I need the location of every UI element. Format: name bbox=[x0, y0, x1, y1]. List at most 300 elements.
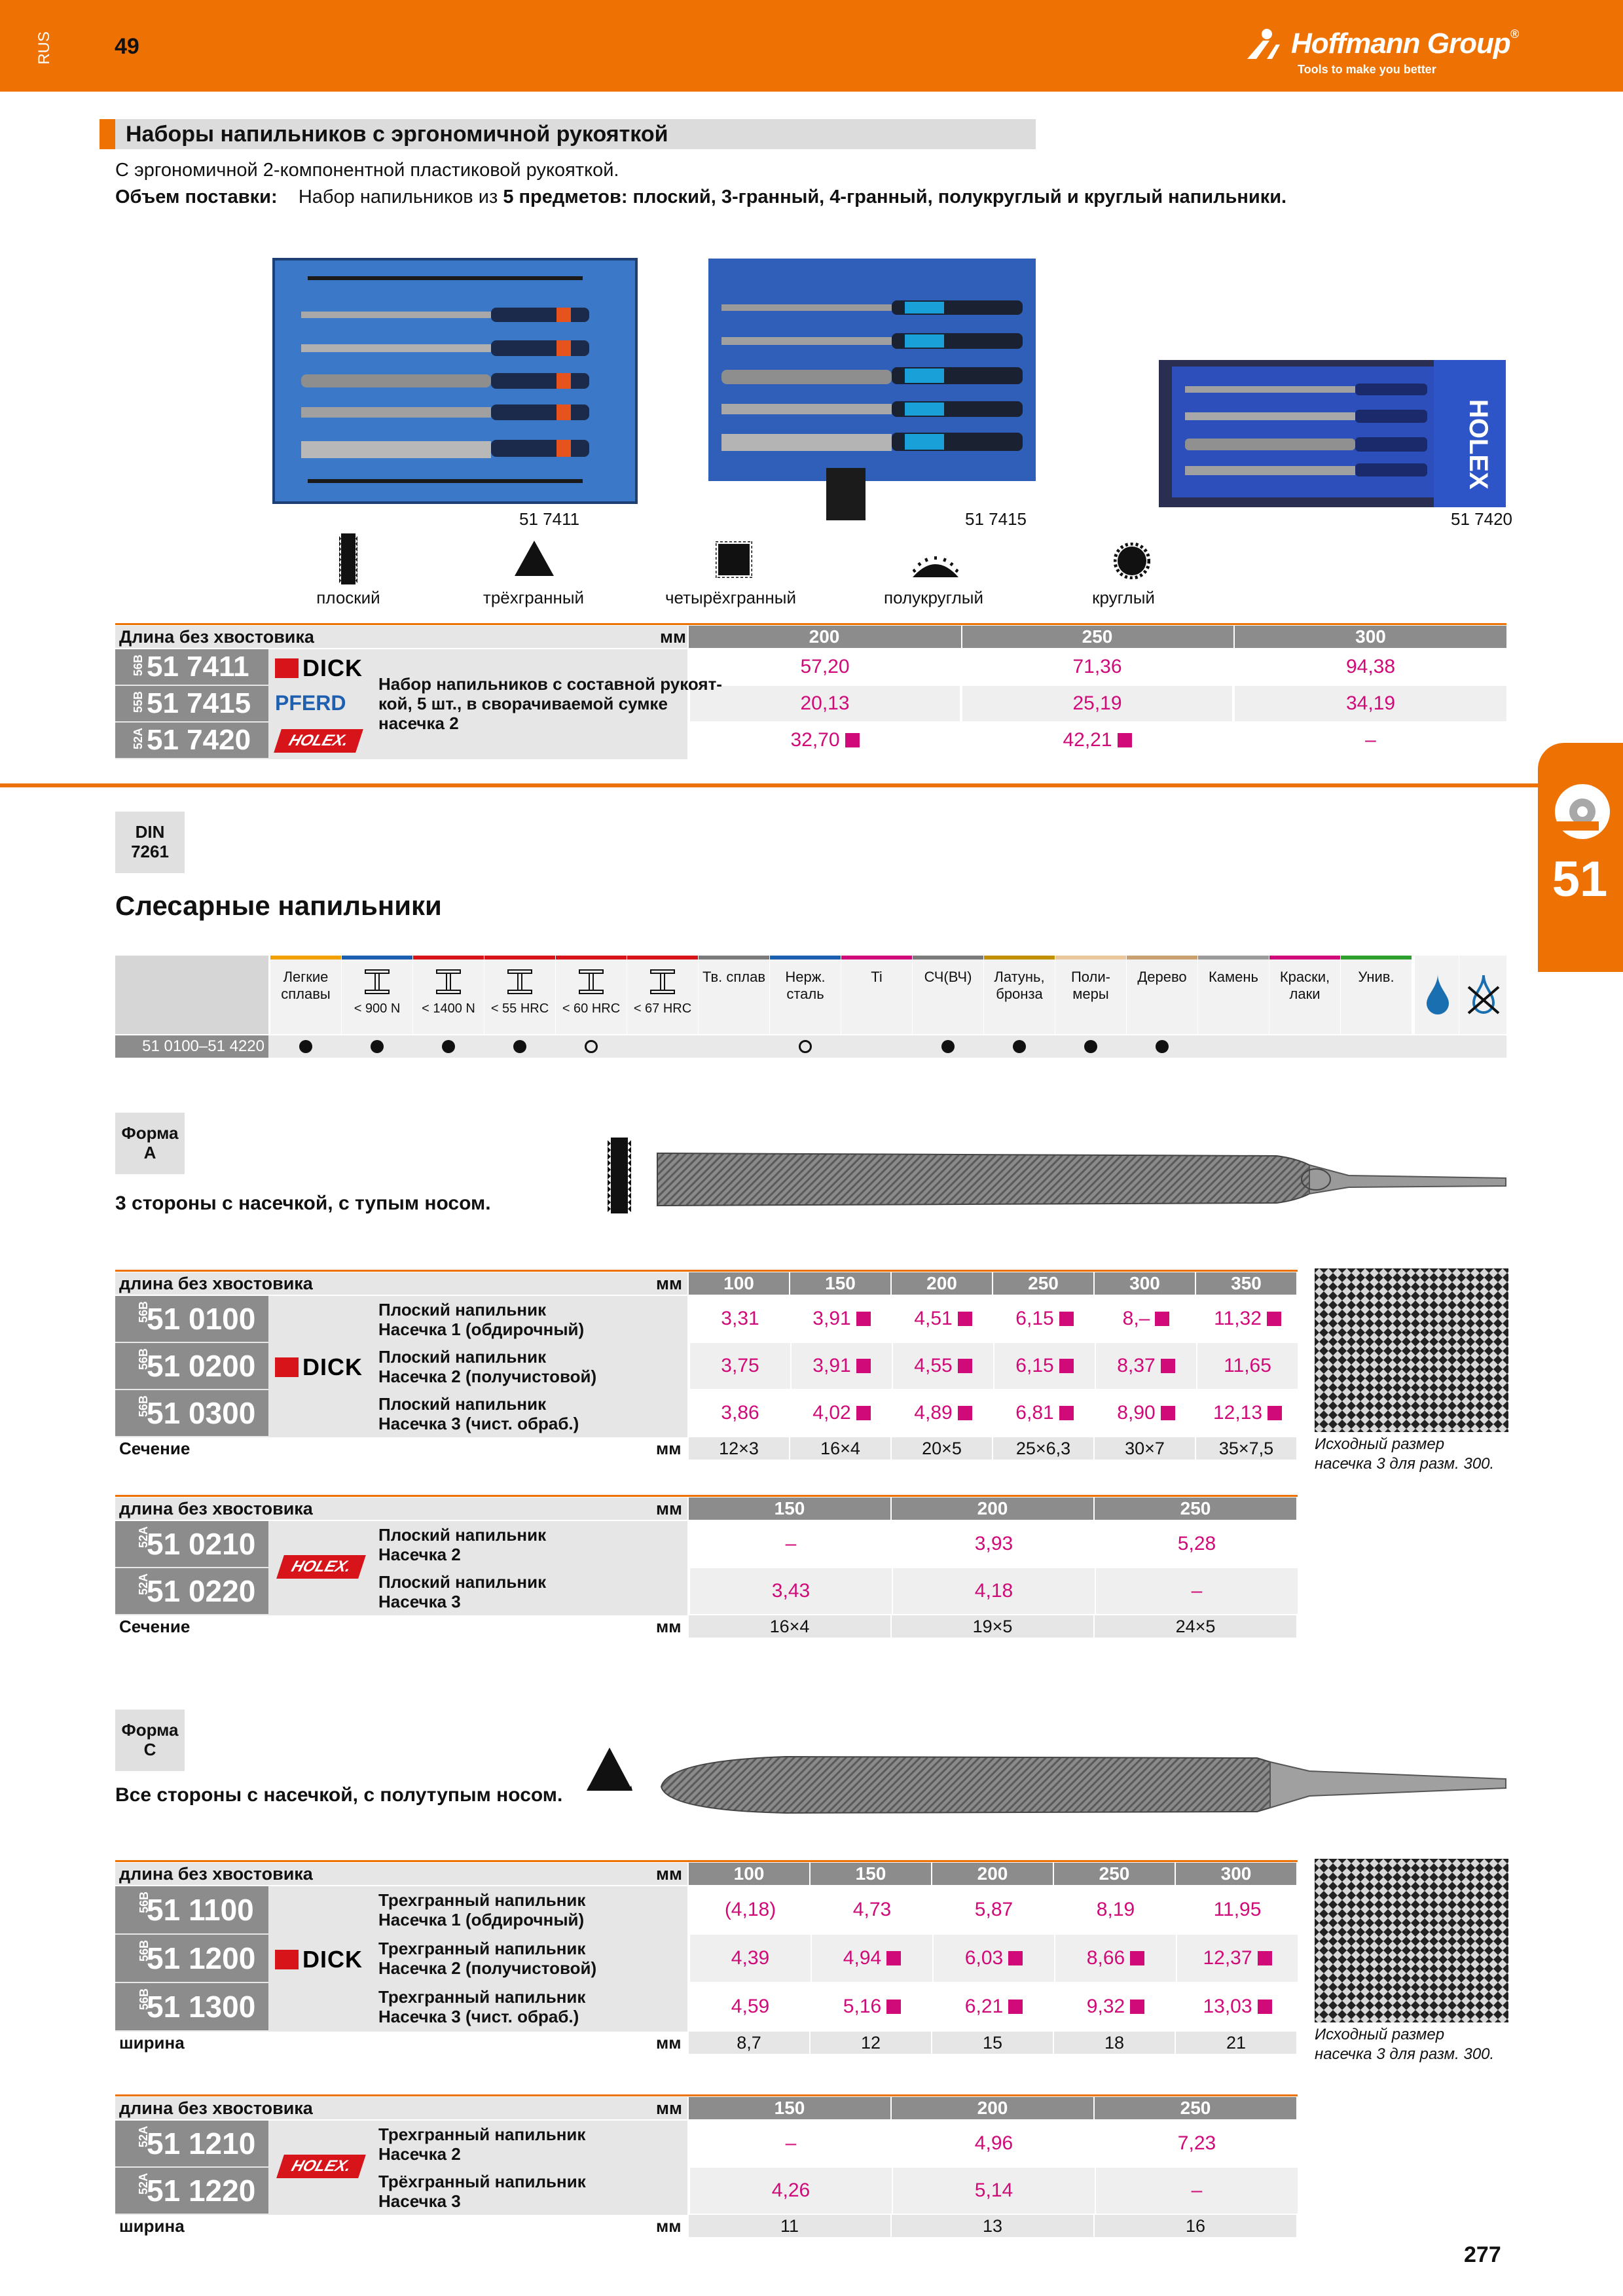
section-unit: мм bbox=[656, 2033, 682, 2053]
price-value: 12,37 bbox=[1203, 1947, 1252, 1969]
image-code-3: 51 7420 bbox=[1451, 509, 1512, 529]
file-cut: Насечка 1 (обдирочный) bbox=[378, 1319, 585, 1339]
price-value: 8,66 bbox=[1086, 1947, 1125, 1969]
article-code: 51 0100 bbox=[147, 1302, 256, 1336]
material-strength: < 900 N bbox=[354, 1001, 401, 1016]
file-name: Плоский напильник bbox=[378, 1525, 547, 1545]
form-a-badge: Форма A bbox=[115, 1113, 185, 1174]
profile-label-round: круглый bbox=[1092, 588, 1155, 607]
steel-beam-icon bbox=[505, 969, 534, 995]
price-cell bbox=[1054, 1983, 1176, 2030]
material-color-bar bbox=[913, 956, 983, 960]
section-divider bbox=[0, 783, 1538, 787]
set-table-size-header bbox=[689, 626, 1506, 648]
section-value: 16 bbox=[1095, 2215, 1296, 2237]
price-cell bbox=[811, 1935, 932, 1982]
materials-table bbox=[115, 956, 1506, 1059]
table-head-unit: мм bbox=[656, 1864, 682, 1884]
material-column bbox=[1269, 956, 1340, 1034]
section-value: 20×5 bbox=[892, 1437, 992, 1460]
steel-beam-icon bbox=[363, 969, 392, 995]
price-value: 11,65 bbox=[1224, 1355, 1271, 1376]
table-top-rule bbox=[115, 1860, 1298, 1862]
price-value: – bbox=[785, 1533, 797, 1554]
suitable-dot-icon bbox=[941, 1040, 955, 1053]
stock-marker-icon bbox=[1267, 1406, 1282, 1420]
price-value: 4,59 bbox=[731, 1996, 770, 2017]
logo-tagline: Tools to make you better bbox=[1298, 63, 1436, 76]
file-code bbox=[115, 1343, 268, 1389]
price-value: 4,73 bbox=[852, 1899, 892, 1920]
price-value: 4,89 bbox=[914, 1402, 953, 1424]
price-cell bbox=[961, 649, 1232, 685]
round-profile-icon bbox=[1114, 543, 1150, 579]
price-value: 32,70 bbox=[790, 729, 840, 751]
stock-marker-icon bbox=[856, 1406, 871, 1420]
size-header-cell: 200 bbox=[892, 2097, 1093, 2119]
file-set-image-pferd bbox=[708, 259, 1059, 520]
section-value: 16×4 bbox=[790, 1437, 890, 1460]
material-color-bar bbox=[413, 956, 484, 960]
price-value: 8,– bbox=[1122, 1308, 1150, 1329]
brand-holex-logo: HOLEX. bbox=[276, 2155, 366, 2178]
price-cell bbox=[932, 1886, 1054, 1933]
file-code bbox=[115, 1935, 268, 1982]
file-name: Трехгранный напильник bbox=[378, 1890, 586, 1910]
price-value: 6,15 bbox=[1015, 1355, 1054, 1376]
dry-cell bbox=[1459, 956, 1506, 1034]
price-cell bbox=[790, 1390, 892, 1436]
price-value: 71,36 bbox=[1072, 656, 1122, 677]
price-value: 4,18 bbox=[974, 1580, 1013, 1602]
article-code: 51 0220 bbox=[147, 1574, 256, 1608]
flat-profile-icon bbox=[339, 533, 357, 584]
stock-marker-icon bbox=[1059, 1406, 1074, 1420]
material-label: Тв. сплав bbox=[702, 969, 766, 985]
suitable-dot-icon bbox=[1156, 1040, 1169, 1053]
price-cell bbox=[892, 2168, 1095, 2214]
brand-pferd-logo: PFERD bbox=[275, 691, 346, 715]
table-head-unit: мм bbox=[656, 1499, 682, 1518]
price-cell bbox=[932, 1983, 1054, 2030]
file-description bbox=[378, 1987, 585, 2026]
price-value: 34,19 bbox=[1345, 692, 1396, 714]
material-label: Легкие сплавы bbox=[281, 969, 331, 1002]
size-200: 200 bbox=[809, 626, 840, 647]
file-code bbox=[115, 2168, 268, 2214]
file-name: Плоский напильник bbox=[378, 1300, 547, 1319]
suitable-dot-icon bbox=[442, 1040, 455, 1053]
size-header-cell: 300 bbox=[1095, 1272, 1195, 1295]
material-label: Латунь, бронза bbox=[994, 969, 1045, 1002]
article-code: 51 1200 bbox=[147, 1941, 256, 1975]
material-color-bar bbox=[270, 956, 341, 960]
file-name: Трехгранный напильник bbox=[378, 2125, 586, 2144]
price-cell bbox=[1095, 2121, 1298, 2166]
half-round-profile-icon bbox=[913, 555, 958, 577]
size-header-cell: 350 bbox=[1196, 1272, 1296, 1295]
no-coolant-icon bbox=[1467, 974, 1500, 1014]
file-description bbox=[378, 2172, 586, 2211]
price-value: 11,32 bbox=[1214, 1308, 1262, 1329]
material-color-bar bbox=[841, 956, 912, 960]
price-cell bbox=[689, 1568, 892, 1614]
supplier-code: 52A bbox=[137, 2173, 150, 2195]
supplier-code: 56B bbox=[137, 1395, 150, 1418]
price-value: 4,26 bbox=[771, 2179, 811, 2201]
file-code bbox=[115, 1983, 268, 2030]
image-code-1: 51 7411 bbox=[519, 509, 580, 529]
price-cell bbox=[1095, 1521, 1298, 1567]
price-value: 5,14 bbox=[974, 2179, 1013, 2201]
price-value: 57,20 bbox=[800, 656, 850, 677]
section-label: ширина bbox=[119, 2033, 185, 2053]
materials-range: 51 0100–51 4220 bbox=[115, 1035, 268, 1058]
price-cell bbox=[892, 1390, 993, 1436]
section-value: 30×7 bbox=[1095, 1437, 1195, 1460]
file-code bbox=[115, 1390, 268, 1436]
price-value: – bbox=[1365, 729, 1376, 751]
file-name: Плоский напильник bbox=[378, 1394, 547, 1414]
set-table-description: Набор напильников с составной рукоят- кой, 5 шт., в сворачиваемой сумке насечка 2 bbox=[378, 674, 722, 733]
section-value: 18 bbox=[1054, 2032, 1175, 2054]
section-label: ширина bbox=[119, 2216, 185, 2236]
form-c-description: Все стороны с насечкой, с полутупым носом. bbox=[115, 1784, 563, 1806]
file-description bbox=[378, 1394, 579, 1433]
supplier-code: 56B bbox=[137, 1348, 150, 1371]
article-code: 51 7420 bbox=[147, 724, 251, 756]
file-cut: Насечка 3 (чист. обраб.) bbox=[378, 1414, 579, 1433]
section-value: 8,7 bbox=[689, 2032, 809, 2054]
material-column bbox=[555, 956, 627, 1034]
article-code: 51 7415 bbox=[147, 687, 251, 719]
material-column bbox=[484, 956, 555, 1034]
size-header-cell: 250 bbox=[1054, 1863, 1175, 1885]
price-value: 3,91 bbox=[812, 1355, 851, 1376]
price-value: 3,91 bbox=[812, 1308, 851, 1329]
brand-holex-logo: HOLEX. bbox=[274, 729, 363, 753]
material-label: Унив. bbox=[1358, 969, 1395, 985]
file-cut: Насечка 3 (чист. обраб.) bbox=[378, 2007, 579, 2026]
price-value: 3,31 bbox=[721, 1308, 759, 1329]
price-cell bbox=[689, 1983, 811, 2030]
price-value: 4,02 bbox=[812, 1402, 851, 1424]
material-column bbox=[841, 956, 912, 1034]
stock-marker-icon bbox=[1059, 1312, 1074, 1326]
price-value: 3,86 bbox=[721, 1402, 759, 1424]
table-head-label: длина без хвостовика bbox=[119, 1864, 313, 1884]
price-value: 4,55 bbox=[914, 1355, 953, 1376]
file-cut: Насечка 3 bbox=[378, 1592, 461, 1611]
size-header-cell: 100 bbox=[689, 1863, 809, 1885]
profile-label-square: четырёхгранный bbox=[665, 588, 796, 607]
supplier-code: 52A bbox=[137, 2126, 150, 2148]
file-description bbox=[378, 1300, 584, 1339]
size-header-cell: 300 bbox=[1176, 1863, 1296, 1885]
set-table-top-rule bbox=[115, 623, 1506, 625]
material-label: Поли- меры bbox=[1070, 969, 1111, 1002]
section-value: 11 bbox=[689, 2215, 890, 2237]
article-code: 51 0210 bbox=[147, 1527, 256, 1561]
language-code: RUS bbox=[35, 31, 53, 65]
material-strength: < 1400 N bbox=[422, 1001, 475, 1016]
price-cell bbox=[1054, 1935, 1176, 1982]
table-head-label: длина без хвостовика bbox=[119, 1499, 313, 1518]
table-head-unit: мм bbox=[656, 2098, 682, 2118]
price-cell bbox=[689, 1296, 790, 1342]
price-cell bbox=[892, 1521, 1095, 1567]
price-cell bbox=[689, 686, 960, 721]
supplier-code: 52A bbox=[137, 1526, 150, 1549]
price-cell bbox=[1095, 1568, 1298, 1614]
profile-label-triangle: трёхгранный bbox=[483, 588, 585, 607]
file-cut: Насечка 2 (получистовой) bbox=[378, 1958, 597, 1978]
section-value: 12×3 bbox=[689, 1437, 789, 1460]
stock-marker-icon bbox=[958, 1312, 972, 1326]
cut-texture-c-image bbox=[1315, 1859, 1508, 2022]
section-unit: мм bbox=[656, 1439, 682, 1458]
coolant-cell bbox=[1414, 956, 1459, 1034]
stock-marker-icon bbox=[1130, 1951, 1144, 1965]
price-value: 5,28 bbox=[1177, 1533, 1216, 1554]
suitable-dot-icon bbox=[1084, 1040, 1097, 1053]
page-number: 277 bbox=[1464, 2242, 1501, 2267]
price-cell bbox=[1176, 1983, 1298, 2030]
brand-holex-logo: HOLEX. bbox=[276, 1555, 366, 1579]
price-value: – bbox=[785, 2132, 797, 2154]
price-cell bbox=[1233, 649, 1506, 685]
svg-text:HOLEX: HOLEX bbox=[1464, 399, 1493, 490]
file-description bbox=[378, 1525, 546, 1564]
price-cell bbox=[1196, 1296, 1298, 1342]
price-cell bbox=[689, 1935, 811, 1982]
material-color-bar bbox=[342, 956, 412, 960]
triangle-profile-icon bbox=[515, 541, 554, 576]
set-code bbox=[115, 649, 268, 685]
set-table-head-unit: мм bbox=[660, 627, 686, 647]
material-strength: < 67 HRC bbox=[633, 1001, 692, 1016]
file-cut: Насечка 1 (обдирочный) bbox=[378, 1910, 585, 1929]
material-strength: < 60 HRC bbox=[562, 1001, 621, 1016]
file-code bbox=[115, 1521, 268, 1567]
article-code: 51 0300 bbox=[147, 1396, 256, 1430]
price-cell bbox=[689, 2168, 892, 2214]
logo-name: Hoffmann Group® bbox=[1291, 27, 1518, 60]
size-header-cell: 100 bbox=[689, 1272, 789, 1295]
coolant-drop-icon bbox=[1427, 974, 1449, 1014]
size-header-cell: 200 bbox=[892, 1272, 992, 1295]
price-cell bbox=[689, 649, 960, 685]
stock-marker-icon bbox=[1258, 1951, 1272, 1965]
material-color-bar bbox=[1341, 956, 1412, 960]
material-column bbox=[698, 956, 769, 1034]
suitable-dot-icon bbox=[299, 1040, 312, 1053]
section-unit: мм bbox=[656, 1617, 682, 1636]
table-top-rule bbox=[115, 1270, 1298, 1272]
section-value: 12 bbox=[811, 2032, 931, 2054]
price-value: 11,95 bbox=[1213, 1899, 1262, 1920]
stock-marker-icon bbox=[886, 1951, 901, 1965]
file-description bbox=[378, 1347, 596, 1386]
material-column bbox=[983, 956, 1055, 1034]
stock-marker-icon bbox=[1118, 733, 1132, 747]
section-value: 15 bbox=[932, 2032, 1053, 2054]
price-cell bbox=[1196, 1390, 1298, 1436]
material-color-bar bbox=[1269, 956, 1340, 960]
materials-corner bbox=[115, 956, 268, 1034]
size-header-cell: 150 bbox=[689, 1498, 890, 1520]
price-value: 4,96 bbox=[974, 2132, 1013, 2154]
file-code bbox=[115, 1568, 268, 1614]
section-value: 35×7,5 bbox=[1196, 1437, 1296, 1460]
triangular-file-profile-icon bbox=[587, 1748, 632, 1791]
price-value: (4,18) bbox=[724, 1899, 776, 1920]
section-value: 16×4 bbox=[689, 1615, 890, 1638]
stock-marker-icon bbox=[856, 1312, 871, 1326]
price-value: 5,87 bbox=[974, 1899, 1013, 1920]
steel-beam-icon bbox=[648, 969, 677, 995]
sets-scope: Объем поставки: Набор напильников из 5 предметов: плоский, 3-гранный, 4-гранный, полукруглый и круглый напильники. bbox=[115, 187, 1287, 207]
material-column bbox=[1126, 956, 1197, 1034]
price-cell bbox=[811, 1886, 932, 1933]
conditionally-suitable-dot-icon bbox=[799, 1040, 812, 1053]
stock-marker-icon bbox=[1008, 1951, 1023, 1965]
price-value: 8,37 bbox=[1117, 1355, 1156, 1376]
form-c-badge: Форма C bbox=[115, 1710, 185, 1771]
file-cut: Насечка 2 bbox=[378, 2144, 461, 2164]
cut-texture-c-caption: Исходный размер насечка 3 для разм. 300. bbox=[1315, 2026, 1495, 2063]
price-cell bbox=[1233, 723, 1506, 758]
steel-beam-icon bbox=[577, 969, 606, 995]
profile-label-flat: плоский bbox=[316, 588, 380, 607]
material-column bbox=[1055, 956, 1126, 1034]
set-code bbox=[115, 686, 268, 721]
hoffmann-logo-icon bbox=[1247, 27, 1288, 60]
supplier-code: 56B bbox=[137, 1301, 150, 1323]
material-column bbox=[1340, 956, 1412, 1034]
flat-file-profile-icon bbox=[608, 1138, 631, 1213]
size-250: 250 bbox=[961, 626, 1232, 648]
price-value: 9,32 bbox=[1086, 1996, 1125, 2017]
price-cell bbox=[689, 1886, 811, 1933]
price-cell bbox=[689, 1343, 790, 1389]
stock-marker-icon bbox=[958, 1359, 972, 1373]
price-cell bbox=[689, 2121, 892, 2166]
size-header-cell: 200 bbox=[892, 1498, 1093, 1520]
article-code: 51 1210 bbox=[147, 2126, 256, 2161]
material-column bbox=[769, 956, 841, 1034]
conditionally-suitable-dot-icon bbox=[585, 1040, 598, 1053]
price-cell bbox=[961, 686, 1232, 721]
price-value: 6,21 bbox=[964, 1996, 1004, 2017]
set-code bbox=[115, 723, 268, 758]
size-header-cell: 150 bbox=[689, 2097, 890, 2119]
size-header-cell: 150 bbox=[790, 1272, 890, 1295]
din-badge: DIN 7261 bbox=[115, 812, 185, 873]
file-cut: Насечка 2 (получистовой) bbox=[378, 1367, 597, 1386]
price-cell bbox=[993, 1296, 1095, 1342]
material-label: Нерж. сталь bbox=[785, 969, 826, 1002]
material-color-bar bbox=[770, 956, 841, 960]
brand-dick-logo: DICK bbox=[275, 1946, 363, 1973]
file-set-image-holex bbox=[1159, 347, 1506, 511]
stock-marker-icon bbox=[1267, 1312, 1281, 1326]
table-head-label: длина без хвостовика bbox=[119, 1274, 313, 1293]
price-cell bbox=[1176, 1886, 1298, 1933]
supplier-code: 52A bbox=[137, 1573, 150, 1596]
price-value: 20,13 bbox=[800, 692, 850, 714]
price-value: – bbox=[1191, 1580, 1203, 1602]
file-name: Трёхгранный напильник bbox=[378, 2172, 586, 2191]
material-label: СЧ(ВЧ) bbox=[924, 969, 972, 985]
material-color-bar bbox=[556, 956, 627, 960]
material-label: Камень bbox=[1208, 969, 1259, 985]
file-name: Плоский напильник bbox=[378, 1572, 547, 1592]
price-value: 3,43 bbox=[771, 1580, 811, 1602]
supplier-code: 56B bbox=[137, 1988, 151, 2011]
file-code bbox=[115, 1296, 268, 1342]
stock-marker-icon bbox=[1161, 1406, 1175, 1420]
material-label: Ti bbox=[871, 969, 883, 985]
file-code bbox=[115, 1886, 268, 1933]
stock-marker-icon bbox=[958, 1406, 972, 1420]
cut-texture-a-image bbox=[1315, 1268, 1508, 1432]
material-label: Краски, лаки bbox=[1279, 969, 1330, 1002]
material-column bbox=[412, 956, 484, 1034]
file-code bbox=[115, 2121, 268, 2166]
price-cell bbox=[689, 1521, 892, 1567]
material-column bbox=[1197, 956, 1269, 1034]
price-value: – bbox=[1191, 2179, 1203, 2201]
section-value: 24×5 bbox=[1095, 1615, 1296, 1638]
section-unit: мм bbox=[656, 2216, 682, 2236]
profile-label-half-round: полукруглый bbox=[884, 588, 983, 607]
section-label: Сечение bbox=[119, 1617, 191, 1636]
set-table-head-label: Длина без хвостовика bbox=[119, 627, 314, 647]
price-value: 6,15 bbox=[1015, 1308, 1054, 1329]
file-description bbox=[378, 1572, 546, 1611]
file-name: Трехгранный напильник bbox=[378, 1987, 586, 2007]
section-value: 13 bbox=[892, 2215, 1093, 2237]
price-cell bbox=[892, 1296, 993, 1342]
stock-marker-icon bbox=[845, 733, 860, 747]
price-cell bbox=[689, 723, 960, 758]
brand-dick-logo: DICK bbox=[275, 655, 363, 682]
material-column bbox=[341, 956, 412, 1034]
file-cut: Насечка 3 bbox=[378, 2191, 461, 2211]
article-code: 51 1220 bbox=[147, 2174, 256, 2208]
price-cell bbox=[1196, 1343, 1298, 1389]
price-value: 13,03 bbox=[1203, 1996, 1252, 2017]
file-name: Плоский напильник bbox=[378, 1347, 547, 1367]
square-profile-icon bbox=[716, 541, 752, 578]
price-cell bbox=[892, 1568, 1095, 1614]
size-300: 300 bbox=[1233, 626, 1506, 648]
article-code: 51 0200 bbox=[147, 1349, 256, 1383]
file-name: Трехгранный напильник bbox=[378, 1939, 586, 1958]
price-value: 8,90 bbox=[1117, 1402, 1156, 1424]
file-chapter-icon bbox=[1553, 782, 1612, 841]
article-code: 51 7411 bbox=[147, 651, 249, 683]
file-description bbox=[378, 1890, 585, 1929]
price-value: 5,16 bbox=[843, 1996, 882, 2017]
size-header-cell: 250 bbox=[993, 1272, 1093, 1295]
table-top-rule bbox=[115, 2094, 1298, 2096]
article-code: 51 1300 bbox=[147, 1990, 256, 2024]
supplier-code: 56B bbox=[137, 1892, 151, 1914]
cut-texture-a-caption: Исходный размер насечка 3 для разм. 300. bbox=[1315, 1435, 1495, 1473]
section-label: Сечение bbox=[119, 1439, 191, 1458]
